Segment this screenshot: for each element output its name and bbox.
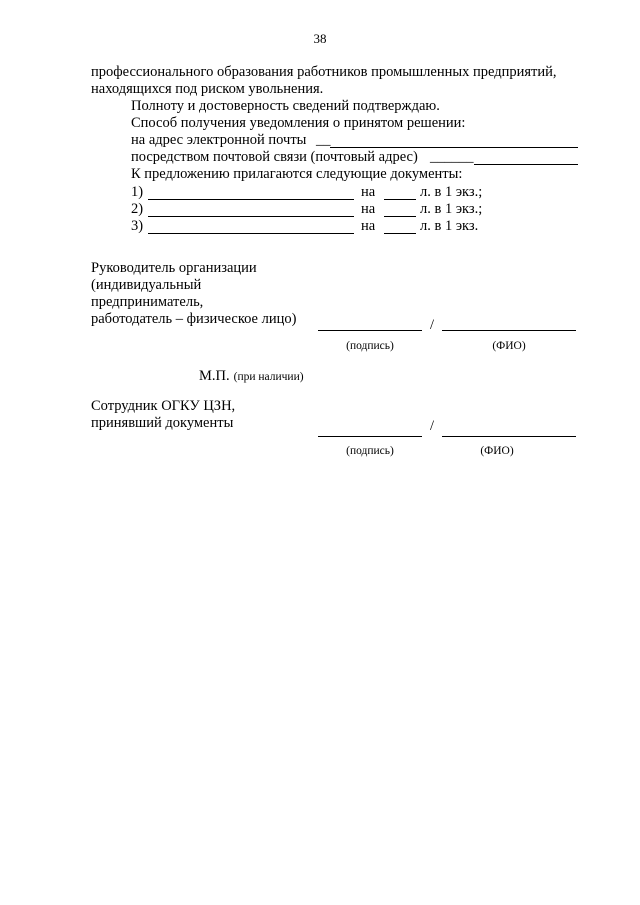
attachments-heading: К предложению прилагаются следующие документы: [131, 166, 463, 182]
attachment-on-label: на [361, 184, 376, 200]
stamp-note: (при наличии) [233, 371, 304, 383]
signatory2-signature-line[interactable] [318, 436, 422, 437]
attachment-pages-field[interactable] [384, 216, 416, 217]
postal-address-field-line[interactable] [474, 164, 578, 165]
attachment-suffix: л. в 1 экз.; [420, 184, 483, 200]
signatory1-line-4: работодатель – физическое лицо) [91, 311, 297, 327]
notification-heading: Способ получения уведомления о принятом решении: [131, 115, 466, 131]
signatory2-name-caption: (ФИО) [480, 445, 514, 457]
confirmation-statement: Полноту и достоверность сведений подтверждаю. [131, 98, 440, 114]
signatory1-separator: / [430, 317, 435, 333]
signatory1-name-line[interactable] [442, 330, 576, 331]
signatory2-line-1: Сотрудник ОГКУ ЦЗН, [91, 398, 236, 414]
signatory2-line-2: принявший документы [91, 415, 234, 431]
stamp-placeholder [199, 367, 304, 385]
signatory2-signature-caption: (подпись) [346, 445, 394, 457]
signatory1-signature-caption: (подпись) [346, 340, 394, 352]
stamp-label: М.П. [199, 368, 230, 384]
signatory2-separator: / [430, 418, 435, 434]
signatory1-signature-line[interactable] [318, 330, 422, 331]
signatory1-line-2: (индивидуальный [91, 277, 202, 293]
page-number: 38 [313, 31, 327, 46]
intro-line-1: профессионального образования работников промышленных предприятий, [91, 64, 557, 80]
attachment-pages-field[interactable] [384, 199, 416, 200]
signatory2-name-line[interactable] [442, 436, 576, 437]
email-label: на адрес электронной почты [131, 132, 307, 148]
attachment-suffix: л. в 1 экз. [420, 218, 479, 234]
attachment-number: 3) [131, 218, 144, 234]
attachment-suffix: л. в 1 экз.; [420, 201, 483, 217]
attachment-name-field[interactable] [148, 216, 354, 217]
attachment-name-field[interactable] [148, 199, 354, 200]
intro-line-2: находящихся под риском увольнения. [91, 81, 324, 97]
postal-label: посредством почтовой связи (почтовый адрес) [131, 149, 418, 165]
attachment-number: 1) [131, 184, 144, 200]
signatory1-line-1: Руководитель организации [91, 260, 257, 276]
attachment-pages-field[interactable] [384, 233, 416, 234]
attachment-on-label: на [361, 201, 376, 217]
attachment-name-field[interactable] [148, 233, 354, 234]
email-prefix: __ [316, 132, 331, 148]
attachment-number: 2) [131, 201, 144, 217]
signatory1-line-3: предприниматель, [91, 294, 204, 310]
postal-prefix: ______ [430, 149, 474, 165]
attachment-on-label: на [361, 218, 376, 234]
signatory1-name-caption: (ФИО) [492, 340, 526, 352]
